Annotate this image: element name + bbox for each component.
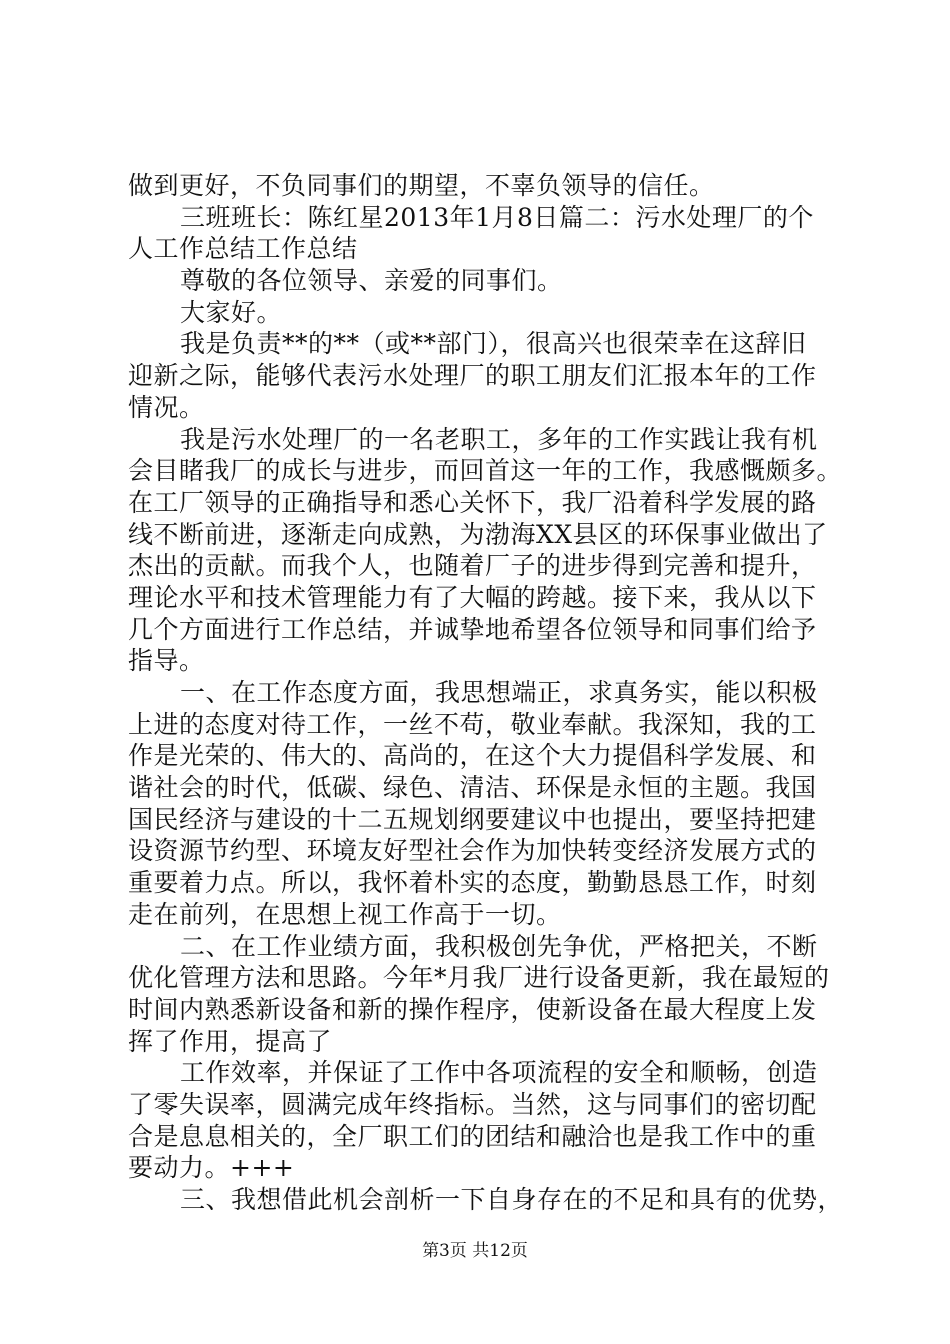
text-line: 理论水平和技术管理能力有了大幅的跨越。接下来，我从以下 <box>128 582 817 612</box>
text-line: 了零失误率，圆满完成年终指标。当然，这与同事们的密切配 <box>128 1089 817 1119</box>
text-line: 时间内熟悉新设备和新的操作程序，使新设备在最大程度上发 <box>128 994 817 1024</box>
text-line: 迎新之际，能够代表污水处理厂的职工朋友们汇报本年的工作 <box>128 361 817 391</box>
text-line: 一、在工作态度方面，我思想端正，求真务实，能以积极 <box>180 678 818 707</box>
text-line: 做到更好，不负同事们的期望，不辜负领导的信任。 <box>128 171 715 200</box>
text-line: 要动力。+++ <box>128 1153 295 1183</box>
text-line: 尊敬的各位领导、亲爱的同事们。 <box>180 266 563 296</box>
text-line: 国民经济与建设的十二五规划纲要建议中也提出，要坚持把建 <box>128 804 817 834</box>
text-line: 情况。 <box>128 392 205 422</box>
text-line: 线不断前进，逐渐走向成熟，为渤海XX县区的环保事业做出了 <box>128 519 828 549</box>
text-line: 三班班长：陈红星2013年1月8日篇二：污水处理厂的个 <box>180 202 814 232</box>
page-footer: 第3页 共12页 <box>422 1241 528 1261</box>
text-line: 重要着力点。所以，我怀着朴实的态度，勤勤恳恳工作，时刻 <box>128 868 817 898</box>
text-line: 人工作总结工作总结 <box>128 234 358 264</box>
text-line: 指导。 <box>128 646 205 676</box>
text-line: 在工厂领导的正确指导和悉心关怀下，我厂沿着科学发展的路 <box>128 487 817 517</box>
text-line: 工作效率，并保证了工作中各项流程的安全和顺畅，创造 <box>180 1058 818 1088</box>
text-line: 三、我想借此机会剖析一下自身存在的不足和具有的优势， <box>180 1185 844 1214</box>
text-line: 优化管理方法和思路。今年*月我厂进行设备更新，我在最短的 <box>128 963 830 993</box>
text-line: 我是负责**的**（或**部门），很高兴也很荣幸在这辞旧 <box>180 329 807 359</box>
text-line: 合是息息相关的，全厂职工们的团结和融洽也是我工作中的重 <box>128 1121 817 1151</box>
text-line: 设资源节约型、环境友好型社会作为加快转变经济发展方式的 <box>128 836 817 866</box>
text-line: 会目睹我厂的成长与进步，而回首这一年的工作，我感慨颇多。 <box>128 456 843 486</box>
text-line: 我是污水处理厂的一名老职工，多年的工作实践让我有机 <box>180 424 818 454</box>
text-line: 走在前列，在思想上视工作高于一切。 <box>128 899 562 929</box>
text-line: 几个方面进行工作总结，并诚挚地希望各位领导和同事们给予 <box>128 614 817 644</box>
text-line: 谐社会的时代，低碳、绿色、清洁、环保是永恒的主题。我国 <box>128 773 817 803</box>
text-line: 作是光荣的、伟大的、高尚的，在这个大力提倡科学发展、和 <box>128 741 817 771</box>
text-line: 挥了作用，提高了 <box>128 1026 333 1056</box>
text-line: 大家好。 <box>180 297 283 327</box>
body-text <box>128 170 844 1216</box>
text-line: 杰出的贡献。而我个人，也随着厂子的进步得到完善和提升， <box>128 551 817 581</box>
text-line: 上进的态度对待工作，一丝不苟，敬业奉献。我深知，我的工 <box>128 709 817 739</box>
text-line: 二、在工作业绩方面，我积极创先争优，严格把关，不断 <box>180 931 818 961</box>
